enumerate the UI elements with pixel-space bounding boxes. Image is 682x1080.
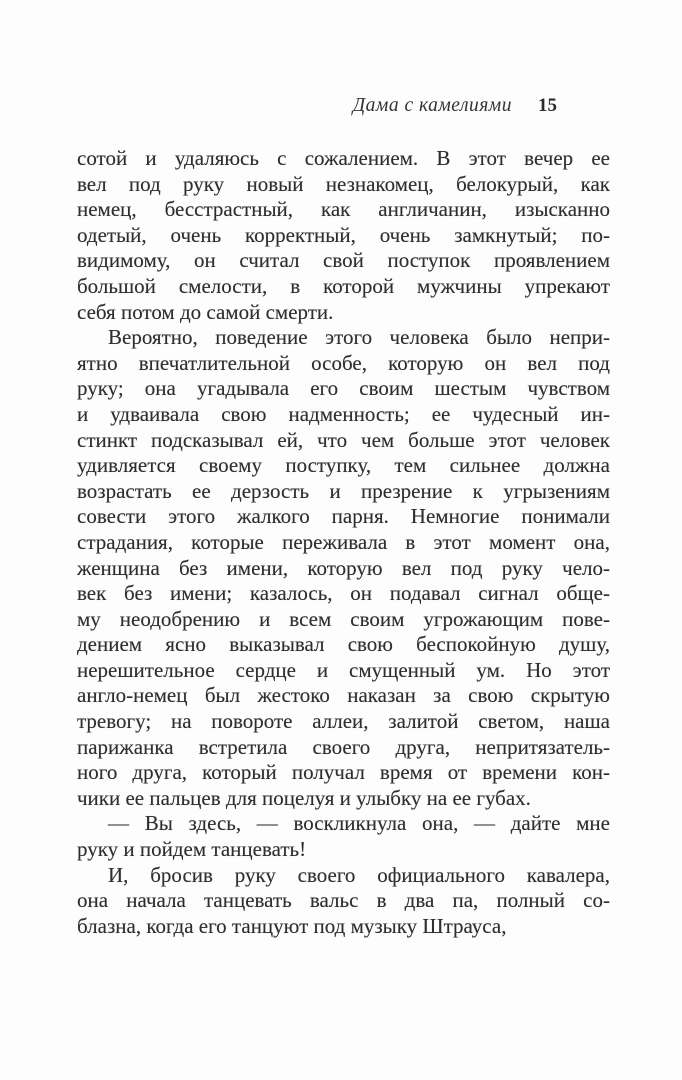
text-line: возрастать ее дерзость и презрение к угрызениям bbox=[77, 478, 610, 503]
paragraph bbox=[77, 863, 610, 940]
text-line: тревогу; на повороте аллеи, залитой светом, наша bbox=[77, 709, 610, 734]
text-line: блазна, когда его танцуют под музыку Штрауса, bbox=[77, 913, 507, 938]
text-line: совести этого жалкого парня. Немногие понимали bbox=[77, 504, 610, 529]
page-number: 15 bbox=[538, 95, 557, 116]
paragraph bbox=[77, 811, 610, 862]
text-line: му неодобрению и всем своим угрожающим пове- bbox=[77, 606, 610, 631]
text-line: — Вы здесь, — воскликнула она, — дайте мне bbox=[108, 811, 610, 836]
text-line: себя потом до самой смерти. bbox=[77, 299, 334, 324]
paragraph bbox=[77, 325, 610, 811]
text-line: большой смелости, в которой мужчины упрекают bbox=[77, 273, 610, 298]
text-line: она начала танцевать вальс в два па, полный со- bbox=[77, 888, 610, 913]
text-line: стинкт подсказывал ей, что чем больше этот человек bbox=[77, 427, 610, 452]
text-line: чики ее пальцев для поцелуя и улыбку на ее губах. bbox=[77, 785, 531, 810]
text-line: вел под руку новый незнакомец, белокурый, как bbox=[77, 171, 610, 196]
text-line: немец, бесстрастный, как англичанин, изысканно bbox=[77, 197, 610, 222]
text-line: страдания, которые переживала в этот момент она, bbox=[77, 529, 610, 554]
text-line: парижанка встретила своего друга, непритязатель- bbox=[77, 734, 610, 759]
text-block bbox=[77, 146, 610, 939]
text-line: руку; она угадывала его своим шестым чувством bbox=[77, 376, 610, 401]
text-line: женщина без имени, которую вел под руку чело- bbox=[77, 555, 610, 580]
text-line: Вероятно, поведение этого человека было непри- bbox=[108, 325, 610, 350]
text-line: нерешительное сердце и смущенный ум. Но этот bbox=[77, 657, 610, 682]
text-line: и удваивала свою надменность; ее чудесный ин- bbox=[77, 401, 610, 426]
text-line: удивляется своему поступку, тем сильнее должна bbox=[77, 453, 610, 478]
text-line: одетый, очень корректный, очень замкнутый; по- bbox=[77, 222, 610, 247]
text-line: ятно впечатлительной особе, которую он вел под bbox=[77, 350, 610, 375]
text-line: век без имени; казалось, он подавал сигнал обще- bbox=[77, 581, 610, 606]
text-line: И, бросив руку своего официального кавалера, bbox=[108, 862, 610, 887]
paragraph bbox=[77, 146, 610, 325]
running-head-title: Дама с камелиями bbox=[352, 95, 512, 116]
text-line: руку и пойдем танцевать! bbox=[77, 837, 307, 862]
text-line: сотой и удаляюсь с сожалением. В этот вечер ее bbox=[77, 146, 610, 170]
text-line: видимому, он считал свой поступок проявлением bbox=[77, 248, 610, 273]
text-line: ного друга, который получал время от времени кон- bbox=[77, 760, 610, 785]
text-line: дением ясно выказывал свою беспокойную душу, bbox=[77, 632, 610, 657]
text-line: англо-немец был жестоко наказан за свою скрытую bbox=[77, 683, 610, 708]
running-head bbox=[0, 95, 557, 117]
